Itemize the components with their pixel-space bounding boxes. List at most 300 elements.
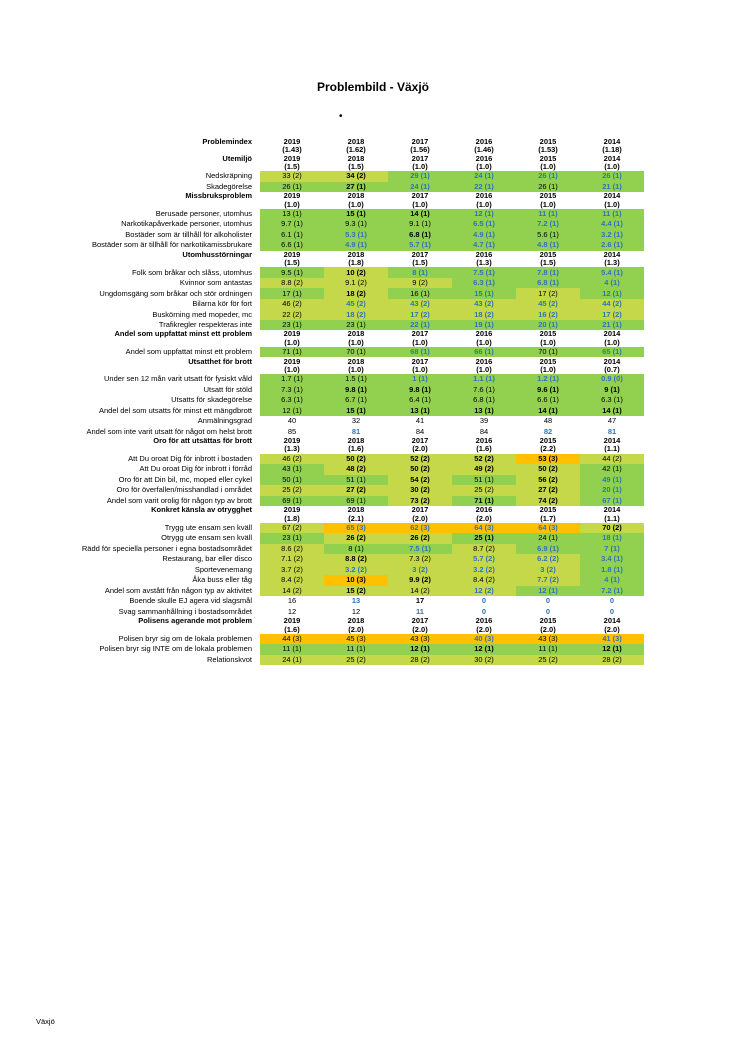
table-row xyxy=(36,171,644,182)
value-cell: 5.7 (2) xyxy=(452,554,516,565)
section-title: Utsatthet för brott xyxy=(188,356,252,366)
value-cell: 49 (1) xyxy=(580,475,644,486)
header-cell: (1.6) xyxy=(476,444,492,454)
value-cell: 6.3 (1) xyxy=(580,395,644,406)
header-cell: 2018 xyxy=(347,191,365,201)
value-cell: 27 (1) xyxy=(324,182,388,193)
value-cell: 27 (2) xyxy=(324,485,388,496)
header-cell: 2018 xyxy=(347,436,365,446)
value-cell: 12 xyxy=(351,606,361,616)
header-cell: 2016 xyxy=(475,137,493,147)
value-cell: 27 (2) xyxy=(516,485,580,496)
header-cell: (1.3) xyxy=(604,258,620,268)
value-cell: 14 (1) xyxy=(516,406,580,417)
value-cell: 45 (3) xyxy=(324,634,388,645)
header-cell: 2014 xyxy=(603,356,621,366)
value-cell: 4.8 (1) xyxy=(516,240,580,251)
section-title xyxy=(36,626,260,634)
header-cell: (1.0) xyxy=(476,364,492,374)
value-cell: 50 (2) xyxy=(324,454,388,465)
value-cell: 40 xyxy=(287,416,297,426)
header-cell: 2017 xyxy=(411,505,429,515)
table-row xyxy=(36,634,644,645)
value-cell: 12 (1) xyxy=(452,209,516,220)
header-cell: 2019 xyxy=(283,153,301,163)
value-cell: 22 (2) xyxy=(260,309,324,320)
section-header-row xyxy=(36,259,644,267)
row-label: Nedskräpning xyxy=(205,171,252,181)
row-label: Narkotikapåverkade personer, utomhus xyxy=(121,219,252,229)
header-cell: (1.0) xyxy=(476,337,492,347)
value-cell: 7.2 (1) xyxy=(516,219,580,230)
value-cell: 6.2 (2) xyxy=(516,554,580,565)
value-cell: 0 xyxy=(545,606,551,616)
header-cell: (1.0) xyxy=(540,337,556,347)
value-cell: 25 (2) xyxy=(516,655,580,666)
header-cell: (1.0) xyxy=(476,199,492,209)
header-cell: 2018 xyxy=(347,356,365,366)
header-cell: (1.1) xyxy=(604,444,620,454)
value-cell: 41 (3) xyxy=(580,634,644,645)
header-cell: 2016 xyxy=(475,153,493,163)
value-cell: 18 (2) xyxy=(452,309,516,320)
header-cell: (2.0) xyxy=(476,513,492,523)
table-row xyxy=(36,395,644,406)
header-cell: (1.6) xyxy=(348,444,364,454)
value-cell: 43 (3) xyxy=(516,634,580,645)
header-cell: 2014 xyxy=(603,191,621,201)
value-cell: 84 xyxy=(479,426,489,436)
value-cell: 13 (1) xyxy=(452,406,516,417)
value-cell: 18 (2) xyxy=(324,288,388,299)
value-cell: 11 (1) xyxy=(324,644,388,655)
section-title: Andel som uppfattat minst ett problem xyxy=(114,329,252,339)
value-cell: 43 (1) xyxy=(260,464,324,475)
header-cell: 2015 xyxy=(539,616,557,626)
value-cell: 9.8 (1) xyxy=(388,385,452,396)
value-cell: 7.7 (2) xyxy=(516,575,580,586)
value-cell: 6.8 (1) xyxy=(452,395,516,406)
value-cell: 12 (1) xyxy=(580,644,644,655)
value-cell: 16 (2) xyxy=(516,309,580,320)
header-cell: 2017 xyxy=(411,191,429,201)
value-cell: 4 (1) xyxy=(580,278,644,289)
value-cell: 7.6 (1) xyxy=(452,385,516,396)
value-cell: 20 (1) xyxy=(580,485,644,496)
value-cell: 6.5 (1) xyxy=(452,219,516,230)
value-cell: 8.7 (2) xyxy=(452,544,516,555)
value-cell: 23 (1) xyxy=(260,320,324,331)
header-cell: 2014 xyxy=(603,436,621,446)
value-cell: 54 (2) xyxy=(388,475,452,486)
header-cell: (2.0) xyxy=(348,624,364,634)
value-cell: 85 xyxy=(287,426,297,436)
value-cell: 6.7 (1) xyxy=(324,395,388,406)
value-cell: 12 xyxy=(287,606,297,616)
section-title xyxy=(36,514,260,522)
header-cell: (1.56) xyxy=(410,145,430,155)
header-cell: (1.0) xyxy=(476,161,492,171)
value-cell: 81 xyxy=(351,426,361,436)
value-cell: 17 (2) xyxy=(388,309,452,320)
header-cell: 2018 xyxy=(347,505,365,515)
row-label: Sportevenemang xyxy=(194,564,252,574)
value-cell: 3.2 (2) xyxy=(324,565,388,576)
header-cell: 2018 xyxy=(347,153,365,163)
header-cell: (1.0) xyxy=(540,364,556,374)
value-cell: 9 (1) xyxy=(580,385,644,396)
section-header-row xyxy=(36,366,644,374)
value-cell: 5.7 (1) xyxy=(388,240,452,251)
header-cell: (1.43) xyxy=(282,145,302,155)
header-cell: (1.5) xyxy=(284,258,300,268)
table-row xyxy=(36,278,644,289)
section-title: Utomhusstörningar xyxy=(182,249,252,259)
value-cell: 12 (1) xyxy=(452,644,516,655)
header-cell: (1.0) xyxy=(604,199,620,209)
value-cell: 44 (3) xyxy=(260,634,324,645)
section-title xyxy=(36,445,260,453)
value-cell: 53 (3) xyxy=(516,454,580,465)
table-row xyxy=(36,475,644,486)
value-cell: 3.4 (1) xyxy=(580,554,644,565)
header-cell: 2019 xyxy=(283,137,301,147)
value-cell: 62 (3) xyxy=(388,523,452,534)
value-cell: 16 (1) xyxy=(388,288,452,299)
value-cell: 7.8 (1) xyxy=(516,267,580,278)
value-cell: 9.3 (1) xyxy=(324,219,388,230)
value-cell: 51 (1) xyxy=(452,475,516,486)
row-label: Anmälningsgrad xyxy=(197,416,252,426)
header-cell: 2015 xyxy=(539,436,557,446)
value-cell: 33 (2) xyxy=(260,171,324,182)
section-title: Missbruksproblem xyxy=(185,191,252,201)
value-cell: 16 xyxy=(287,596,297,606)
value-cell: 3 (2) xyxy=(516,565,580,576)
table-row xyxy=(36,309,644,320)
table-row xyxy=(36,347,644,358)
value-cell: 45 (2) xyxy=(324,299,388,310)
header-cell: 2018 xyxy=(347,137,365,147)
value-cell: 0 xyxy=(609,596,615,606)
header-cell: 2015 xyxy=(539,249,557,259)
value-cell: 84 xyxy=(415,426,425,436)
row-label: Kvinnor som antastas xyxy=(179,278,252,288)
value-cell: 25 (2) xyxy=(452,485,516,496)
section-title xyxy=(36,259,260,267)
row-label: Relationskvot xyxy=(206,654,252,664)
value-cell: 26 (1) xyxy=(516,182,580,193)
table-row xyxy=(36,385,644,396)
value-cell: 0 xyxy=(609,606,615,616)
value-cell: 64 (3) xyxy=(516,523,580,534)
table-row xyxy=(36,644,644,655)
header-cell: 2017 xyxy=(411,356,429,366)
value-cell: 44 (2) xyxy=(580,299,644,310)
row-label: Ungdomsgäng som bråkar och stör ordningen xyxy=(99,288,252,298)
value-cell: 7.3 (2) xyxy=(388,554,452,565)
row-label: Utsatt för stöld xyxy=(203,384,252,394)
table-row xyxy=(36,586,644,597)
table-row xyxy=(36,209,644,220)
table-row xyxy=(36,406,644,417)
header-cell: 2018 xyxy=(347,329,365,339)
value-cell: 1.8 (1) xyxy=(580,565,644,576)
header-cell: (1.8) xyxy=(348,258,364,268)
value-cell: 21 (1) xyxy=(580,320,644,331)
value-cell: 50 (2) xyxy=(516,464,580,475)
value-cell: 11 (1) xyxy=(516,209,580,220)
value-cell: 7.3 (1) xyxy=(260,385,324,396)
header-cell: 2019 xyxy=(283,191,301,201)
value-cell: 14 (1) xyxy=(580,406,644,417)
value-cell: 10 (2) xyxy=(324,267,388,278)
value-cell: 13 xyxy=(351,596,361,606)
table-row xyxy=(36,219,644,230)
problem-table xyxy=(36,138,644,665)
row-label: Buskörning med mopeder, mc xyxy=(152,309,252,319)
header-cell: 2016 xyxy=(475,356,493,366)
row-label: Oro för att Din bil, mc, moped eller cykel xyxy=(118,474,252,484)
value-cell: 7.2 (1) xyxy=(580,586,644,597)
section-title: Problemindex xyxy=(202,137,252,147)
header-cell: 2015 xyxy=(539,505,557,515)
value-cell: 28 (2) xyxy=(580,655,644,666)
row-label: Bostäder som är tillhåll för narkotikamissbrukare xyxy=(91,240,252,250)
table-row xyxy=(36,523,644,534)
value-cell: 82 xyxy=(543,426,553,436)
header-cell: (0.7) xyxy=(604,364,620,374)
value-cell: 5.4 (1) xyxy=(580,267,644,278)
value-cell: 44 (2) xyxy=(580,454,644,465)
row-label: Berusade personer, utomhus xyxy=(155,208,252,218)
header-cell: (1.0) xyxy=(284,337,300,347)
header-cell: 2016 xyxy=(475,249,493,259)
footer-location: Växjö xyxy=(36,1017,55,1026)
value-cell: 13 (1) xyxy=(388,406,452,417)
value-cell: 28 (2) xyxy=(388,655,452,666)
value-cell: 64 (3) xyxy=(452,523,516,534)
row-label: Skadegörelse xyxy=(206,181,252,191)
table-row xyxy=(36,374,644,385)
header-cell: (2.0) xyxy=(412,444,428,454)
header-cell: (1.5) xyxy=(348,161,364,171)
header-cell: 2015 xyxy=(539,329,557,339)
value-cell: 6.6 (1) xyxy=(516,395,580,406)
header-cell: (2.1) xyxy=(348,513,364,523)
header-cell: 2016 xyxy=(475,191,493,201)
section-title: Utemiljö xyxy=(222,153,252,163)
value-cell: 11 (1) xyxy=(260,644,324,655)
value-cell: 26 (1) xyxy=(580,171,644,182)
value-cell: 0 xyxy=(545,596,551,606)
value-cell: 6.9 (1) xyxy=(516,544,580,555)
value-cell: 25 (2) xyxy=(260,485,324,496)
section-header-row xyxy=(36,514,644,522)
value-cell: 0 xyxy=(481,606,487,616)
value-cell: 9.1 (1) xyxy=(388,219,452,230)
table-row xyxy=(36,454,644,465)
header-cell: 2019 xyxy=(283,436,301,446)
value-cell: 26 (1) xyxy=(260,182,324,193)
value-cell: 9.7 (1) xyxy=(260,219,324,230)
value-cell: 23 (1) xyxy=(260,533,324,544)
row-label: Otrygg ute ensam sen kväll xyxy=(161,533,252,543)
row-label: Utsatts för skadegörelse xyxy=(171,395,252,405)
header-cell: 2017 xyxy=(411,616,429,626)
header-cell: 2014 xyxy=(603,137,621,147)
table-row xyxy=(36,288,644,299)
value-cell: 34 (2) xyxy=(324,171,388,182)
value-cell: 6.8 (1) xyxy=(516,278,580,289)
value-cell: 7.5 (1) xyxy=(452,267,516,278)
value-cell: 8.8 (2) xyxy=(260,278,324,289)
header-cell: (1.1) xyxy=(604,513,620,523)
value-cell: 14 (1) xyxy=(388,209,452,220)
header-cell: (1.0) xyxy=(348,199,364,209)
header-cell: (1.0) xyxy=(348,364,364,374)
value-cell: 11 (1) xyxy=(516,644,580,655)
bullet-mark: • xyxy=(339,111,343,122)
header-cell: (2.0) xyxy=(412,513,428,523)
row-label: Polisen bryr sig om de lokala problemen xyxy=(118,633,252,643)
value-cell: 8.4 (2) xyxy=(452,575,516,586)
value-cell: 14 (2) xyxy=(388,586,452,597)
value-cell: 12 (1) xyxy=(388,644,452,655)
value-cell: 8 (1) xyxy=(388,267,452,278)
header-cell: (1.5) xyxy=(540,258,556,268)
value-cell: 15 (1) xyxy=(324,406,388,417)
value-cell: 3.2 (2) xyxy=(452,565,516,576)
value-cell: 20 (1) xyxy=(516,320,580,331)
header-cell: (1.0) xyxy=(412,337,428,347)
table-row xyxy=(36,565,644,576)
value-cell: 26 (2) xyxy=(324,533,388,544)
table-row xyxy=(36,533,644,544)
section-title xyxy=(36,200,260,208)
value-cell: 65 (1) xyxy=(580,347,644,358)
value-cell: 11 (1) xyxy=(580,209,644,220)
table-row xyxy=(36,544,644,555)
value-cell: 1.1 (1) xyxy=(452,374,516,385)
value-cell: 40 (3) xyxy=(452,634,516,645)
value-cell: 24 (1) xyxy=(260,655,324,666)
value-cell: 3 (2) xyxy=(388,565,452,576)
header-cell: 2017 xyxy=(411,153,429,163)
value-cell: 9.5 (1) xyxy=(260,267,324,278)
value-cell: 22 (1) xyxy=(388,320,452,331)
header-cell: (1.0) xyxy=(604,337,620,347)
value-cell: 30 (2) xyxy=(452,655,516,666)
value-cell: 81 xyxy=(607,426,617,436)
section-title xyxy=(36,163,260,171)
header-cell: 2015 xyxy=(539,191,557,201)
value-cell: 15 (1) xyxy=(452,288,516,299)
section-header-row xyxy=(36,339,644,347)
header-cell: (1.5) xyxy=(284,161,300,171)
value-cell: 51 (1) xyxy=(324,475,388,486)
header-cell: (1.3) xyxy=(284,444,300,454)
row-label: Andel som uppfattat minst ett problem xyxy=(125,347,252,357)
header-cell: 2017 xyxy=(411,329,429,339)
header-cell: 2017 xyxy=(411,436,429,446)
header-cell: (1.0) xyxy=(412,161,428,171)
value-cell: 19 (1) xyxy=(452,320,516,331)
page-title: Problembild - Växjö xyxy=(316,80,430,94)
row-label: Rädd för speciella personer i egna bostadsområdet xyxy=(81,543,252,553)
header-cell: 2019 xyxy=(283,356,301,366)
value-cell: 0 xyxy=(481,596,487,606)
header-cell: 2014 xyxy=(603,153,621,163)
table-row xyxy=(36,596,644,607)
value-cell: 17 (2) xyxy=(516,288,580,299)
row-label: Svag sammanhållning i bostadsområdet xyxy=(118,606,252,616)
header-cell: 2019 xyxy=(283,249,301,259)
value-cell: 5.6 (1) xyxy=(516,230,580,241)
value-cell: 12 (1) xyxy=(516,586,580,597)
header-cell: (1.46) xyxy=(474,145,494,155)
header-cell: (1.8) xyxy=(284,513,300,523)
value-cell: 43 (2) xyxy=(388,299,452,310)
header-cell: (1.0) xyxy=(412,364,428,374)
value-cell: 66 (1) xyxy=(452,347,516,358)
value-cell: 56 (2) xyxy=(516,475,580,486)
value-cell: 6.1 (1) xyxy=(260,230,324,241)
row-label: Andel som avstått från någon typ av aktivitet xyxy=(104,585,252,595)
row-label: Boende skulle EJ agera vid slagsmål xyxy=(129,596,252,606)
header-cell: (1.53) xyxy=(538,145,558,155)
value-cell: 43 (2) xyxy=(452,299,516,310)
header-cell: 2019 xyxy=(283,329,301,339)
row-label: Åka buss eller tåg xyxy=(192,575,252,585)
header-cell: (2.2) xyxy=(540,444,556,454)
value-cell: 29 (1) xyxy=(388,171,452,182)
section-header-row xyxy=(36,200,644,208)
value-cell: 42 (1) xyxy=(580,464,644,475)
header-cell: 2017 xyxy=(411,137,429,147)
value-cell: 49 (2) xyxy=(452,464,516,475)
value-cell: 18 (2) xyxy=(324,309,388,320)
value-cell: 70 (1) xyxy=(516,347,580,358)
table-row xyxy=(36,299,644,310)
row-label: Under sen 12 mån varit utsatt för fysiskt våld xyxy=(104,374,252,384)
header-cell: (1.0) xyxy=(284,199,300,209)
value-cell: 7 (1) xyxy=(580,544,644,555)
header-cell: 2018 xyxy=(347,616,365,626)
section-title: Konkret känsla av otrygghet xyxy=(151,505,252,515)
value-cell: 21 (1) xyxy=(580,182,644,193)
row-label: Andel som inte varit utsatt för något om helst brott xyxy=(86,426,252,436)
header-cell: 2016 xyxy=(475,505,493,515)
value-cell: 52 (2) xyxy=(452,454,516,465)
header-cell: (1.0) xyxy=(540,199,556,209)
value-cell: 7.1 (2) xyxy=(260,554,324,565)
value-cell: 14 (2) xyxy=(260,586,324,597)
header-cell: 2019 xyxy=(283,505,301,515)
header-cell: 2014 xyxy=(603,329,621,339)
header-cell: 2016 xyxy=(475,616,493,626)
value-cell: 46 (2) xyxy=(260,454,324,465)
row-label: Polisen bryr sig INTE om de lokala problemen xyxy=(99,644,252,654)
table-row xyxy=(36,575,644,586)
value-cell: 32 xyxy=(351,416,361,426)
header-cell: 2016 xyxy=(475,329,493,339)
row-label: Att Du oroat Dig för inbrott i förråd xyxy=(139,464,252,474)
value-cell: 1.7 (1) xyxy=(260,374,324,385)
value-cell: 50 (2) xyxy=(388,464,452,475)
table-row xyxy=(36,655,644,666)
row-label: Trafikregler respekteras inte xyxy=(158,320,252,330)
